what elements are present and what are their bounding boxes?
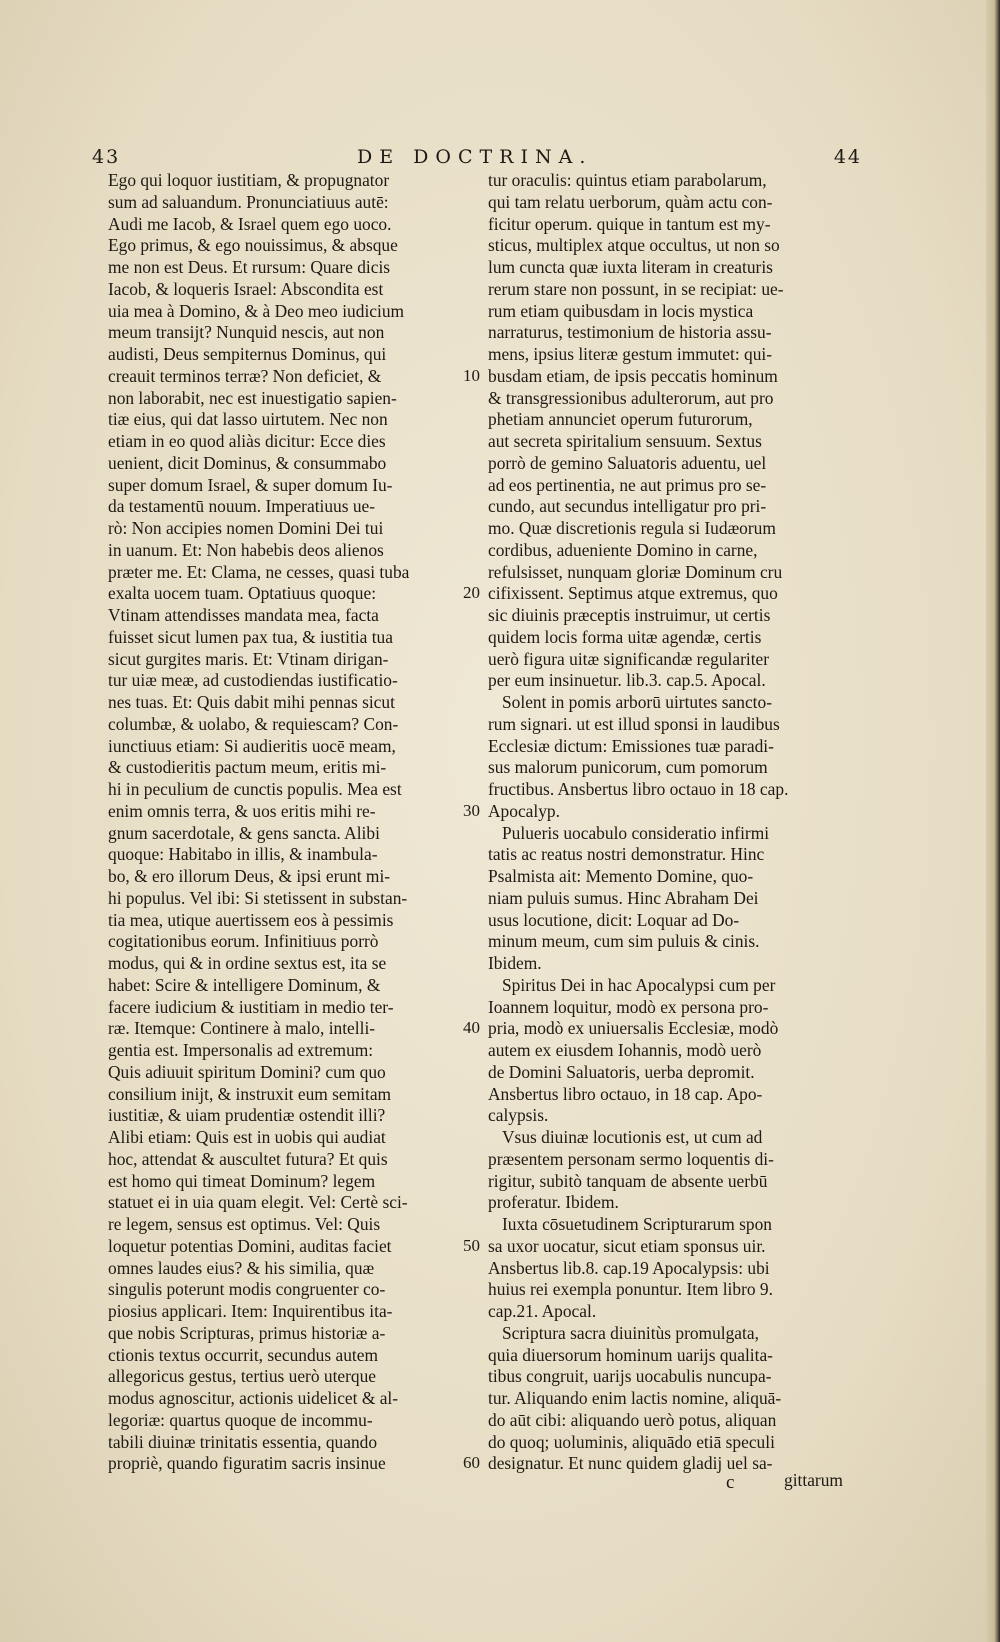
text-line: ctionis textus occurrit, secundus autem [108, 1344, 378, 1365]
text-line: non laborabit, nec est inuestigatio sapien- [108, 387, 397, 408]
text-line: calypsis. [488, 1105, 549, 1126]
text-line: meum transijt? Nunquid nescis, aut non [108, 322, 385, 343]
page-binding-edge [986, 0, 1000, 1642]
text-line: minum meum, cum sim puluis & cinis. [488, 931, 760, 952]
text-line: & custodieritis pactum meum, eritis mi- [108, 757, 387, 778]
text-line: est homo qui timeat Dominum? legem [108, 1170, 376, 1191]
text-line: mens, ipsius literæ gestum immutet: qui- [488, 344, 773, 364]
text-line: Ecclesiæ dictum: Emissiones tuæ paradi- [488, 735, 774, 756]
text-line: iunctiuus etiam: Si audieritis uocē meam, [108, 735, 396, 756]
text-line: refulsisset, nunquam gloriæ Dominum cru [488, 561, 783, 582]
text-line: sicut gurgites maris. Et: Vtinam dirigan- [108, 648, 389, 669]
text-line: aut secreta spiritalium sensuum. Sextus [488, 431, 762, 451]
right-text-column [488, 170, 860, 1475]
text-line: designatur. Et nunc quidem gladij uel sa- [488, 1453, 773, 1474]
text-line: Psalmista ait: Memento Domine, quo- [488, 866, 754, 886]
text-line: rum etiam quibusdam in locis mystica [488, 300, 754, 321]
text-line: uenient, dicit Dominus, & consummabo [108, 452, 387, 473]
text-line: da testamentū nouum. Imperatiuus ue- [108, 496, 376, 517]
text-line: phetiam annunciet operum futurorum, [488, 409, 753, 430]
left-text-column [108, 170, 460, 1475]
text-line: audisti, Deus sempiternus Dominus, qui [108, 344, 387, 364]
text-line: facere iudicium & iustitiam in medio ter- [108, 996, 394, 1017]
text-line: Quis adiuuit spiritum Domini? cum quo [108, 1061, 386, 1082]
text-line: rigitur, subitò tanquam de absente uerbū [488, 1170, 768, 1191]
text-line: piosius applicari. Item: Inquirentibus ita- [108, 1301, 393, 1321]
text-line: enim omnis terra, & uos eritis mihi re- [108, 800, 376, 821]
text-line: narraturus, testimonium de historia assu- [488, 322, 772, 343]
text-line: iustitiæ, & uiam prudentiæ ostendit illi? [108, 1105, 386, 1126]
running-header [92, 146, 862, 172]
text-line: nes tuas. Et: Quis dabit mihi pennas sicut [108, 692, 395, 712]
text-line: Ego qui loquor iustitiam, & propugnator [108, 170, 390, 190]
text-line: gnum sacerdotale, & gens sancta. Alibi [108, 822, 380, 843]
text-line: pria, modò ex uniuersalis Ecclesiæ, modò [488, 1018, 779, 1039]
line-number: 30 [463, 800, 480, 820]
text-line: etiam in eo quod aliàs dicitur: Ecce dies [108, 431, 386, 451]
text-line: modus, qui & in ordine sextus est, ita se [108, 953, 387, 973]
text-line: Audi me Iacob, & Israel quem ego uoco. [108, 213, 392, 234]
text-line: lum cuncta quæ iuxta literam in creaturis [488, 257, 773, 277]
line-number: 10 [463, 365, 480, 385]
text-line: consilium inijt, & instruxit eum semitam [108, 1083, 392, 1104]
page-number-right: 44 [833, 146, 862, 168]
text-line: modus agnoscitur, actionis uidelicet & al- [108, 1388, 399, 1408]
text-line: qui tam relatu uerborum, quàm actu con- [488, 191, 773, 212]
text-line: cap.21. Apocal. [488, 1301, 597, 1321]
text-line: Ansbertus libro octauo, in 18 cap. Apo- [488, 1083, 763, 1104]
text-line: cundo, aut secundus intelligatur pro pri- [488, 496, 767, 517]
text-line: cogitationibus eorum. Infinitiuus porrò [108, 931, 379, 952]
text-line: quoque: Habitabo in illis, & inambula- [108, 844, 378, 865]
text-line: de Domini Saluatoris, uerba depromit. [488, 1061, 755, 1082]
text-line: re legem, sensus est optimus. Vel: Quis [108, 1214, 381, 1234]
text-line: ræ. Itemque: Continere à malo, intelli- [108, 1018, 376, 1039]
text-line: que nobis Scripturas, primus historiæ a- [108, 1322, 386, 1343]
text-line: columbæ, & uolabo, & requiescam? Con- [108, 713, 399, 734]
text-line: Scriptura sacra diuinitùs promulgata, [502, 1322, 759, 1343]
text-line: ficitur operum. quique in tantum est my- [488, 213, 771, 234]
text-line: creauit terminos terræ? Non deficiet, & [108, 365, 382, 386]
text-line: præsentem personam sermo loquentis di- [488, 1148, 774, 1169]
text-line: Vtinam attendisses mandata mea, facta [108, 605, 379, 625]
text-line: loquetur potentias Domini, auditas faciet [108, 1235, 392, 1256]
text-line: Alibi etiam: Quis est in uobis qui audiat [108, 1127, 386, 1147]
text-line: hi in peculium de cunctis populis. Mea est [108, 779, 402, 799]
text-line: proferatur. Ibidem. [488, 1192, 619, 1213]
signature-mark: c [726, 1472, 735, 1493]
text-line: uerò figura uitæ significandæ regulariter [488, 648, 770, 669]
text-line: tabili diuinæ trinitatis essentia, quando [108, 1431, 378, 1452]
text-line: Solent in pomis arborū uirtutes sancto- [502, 692, 772, 712]
text-line: ad eos pertinentia, ne aut primus pro se- [488, 474, 767, 495]
text-line: hoc, attendat & auscultet futura? Et quis [108, 1148, 388, 1169]
text-line: rum signari. ut est illud sponsi in laudibus [488, 713, 780, 734]
text-line: sa uxor uocatur, sicut etiam sponsus uir. [488, 1235, 766, 1256]
text-line: Pulueris uocabulo consideratio infirmi [502, 822, 770, 843]
text-line: Iuxta cōsuetudinem Scripturarum spon [502, 1214, 772, 1234]
text-line: Apocalyp. [488, 800, 560, 821]
text-line: præter me. Et: Clama, ne cesses, quasi tuba [108, 561, 410, 582]
page-number-left: 43 [92, 146, 121, 168]
text-line: tur oraculis: quintus etiam parabolarum, [488, 170, 767, 190]
text-line: gentia est. Impersonalis ad extremum: [108, 1040, 374, 1060]
text-line: per eum insinuetur. lib.3. cap.5. Apocal. [488, 670, 766, 691]
text-line: hi populus. Vel ibi: Si stetissent in substan- [108, 887, 408, 908]
text-line: sum ad saluandum. Pronunciatiuus autē: [108, 191, 389, 212]
text-line: do aūt cibi: aliquando uerò potus, aliquan [488, 1409, 777, 1430]
text-line: busdam etiam, de ipsis peccatis hominum [488, 365, 778, 386]
text-line: sus malorum punicorum, cum pomorum [488, 757, 768, 778]
text-line: tia mea, utique auertissem eos à pessimis [108, 909, 394, 930]
line-number: 50 [463, 1235, 480, 1255]
text-line: uia mea à Domino, & à Deo meo iudicium [108, 300, 405, 321]
text-line: Iacob, & loqueris Israel: Abscondita est [108, 278, 384, 299]
text-line: mo. Quæ discretionis regula si Iudæorum [488, 518, 776, 538]
text-line: tur. Aliquando enim lactis nomine, aliquā- [488, 1388, 782, 1408]
text-line: Ansbertus lib.8. cap.19 Apocalypsis: ubi [488, 1257, 770, 1278]
text-line: fuisset sicut lumen pax tua, & iustitia tua [108, 626, 393, 647]
text-line: statuet ei in uia quam elegit. Vel: Certè sci- [108, 1192, 408, 1213]
text-line: legoriæ: quartus quoque de incommu- [108, 1409, 373, 1430]
line-number: 40 [463, 1018, 480, 1038]
text-line: sic diuinis præceptis instruimur, ut certis [488, 605, 771, 625]
text-line: huius rei exempla ponuntur. Item libro 9. [488, 1279, 773, 1300]
text-line: singulis poterunt modis congruenter co- [108, 1279, 386, 1300]
text-line: usus locutione, dicit: Loquar ad Do- [488, 909, 740, 930]
text-line: do quoq; uoluminis, aliquādo etiā speculi [488, 1431, 775, 1452]
text-line: in uanum. Et: Non habebis deos alienos [108, 539, 384, 560]
text-line: me non est Deus. Et rursum: Quare dicis [108, 257, 391, 277]
text-line: Ibidem. [488, 953, 542, 973]
text-line: rò: Non accipies nomen Domini Dei tui [108, 518, 384, 538]
text-line: sticus, multiplex atque occultus, ut non so [488, 235, 780, 256]
catchword: gittarum [784, 1470, 843, 1490]
text-line: tur uiæ meæ, ad custodiendas iustificatio- [108, 670, 398, 691]
text-line: porrò de gemino Saluatoris aduentu, uel [488, 452, 767, 473]
text-line: propriè, quando figuratim sacris insinue [108, 1453, 386, 1474]
running-title: DE DOCTRINA. [357, 146, 593, 168]
text-line: allegoricus gestus, tertius uerò uterque [108, 1366, 377, 1387]
text-line: bo, & ero illorum Deus, & ipsi erunt mi- [108, 866, 391, 886]
text-line: niam puluis sumus. Hinc Abraham Dei [488, 887, 759, 908]
text-line: tibus congruit, uarijs uocabulis nuncupa- [488, 1366, 772, 1387]
text-line: exalta uocem tuam. Optatiuus quoque: [108, 583, 377, 604]
text-line: omnes laudes eius? & his similia, quæ [108, 1257, 375, 1278]
text-line: cifixissent. Septimus atque extremus, quo [488, 583, 778, 604]
text-line: quidem locis forma uitæ agendæ, certis [488, 626, 762, 647]
text-line: tiæ eius, qui dat lasso uirtutem. Nec non [108, 409, 388, 430]
text-line: habet: Scire & intelligere Dominum, & [108, 974, 381, 995]
text-line: fructibus. Ansbertus libro octauo in 18 cap. [488, 779, 789, 799]
text-line: cordibus, adueniente Domino in carne, [488, 539, 758, 560]
text-line: super domum Israel, & super domum Iu- [108, 474, 393, 495]
text-line: Ego primus, & ego nouissimus, & absque [108, 235, 398, 256]
text-line: Ioannem loquitur, modò ex persona pro- [488, 996, 769, 1017]
text-line: rerum stare non possunt, in se recipiat: ue- [488, 278, 784, 299]
text-line: quia diuersorum hominum uarijs qualita- [488, 1344, 773, 1365]
line-number: 60 [463, 1453, 480, 1473]
text-line: & transgressionibus adulterorum, aut pro [488, 387, 774, 408]
line-number: 20 [463, 583, 480, 603]
text-line: tatis ac reatus nostri demonstratur. Hinc [488, 844, 765, 865]
text-line: autem ex eiusdem Iohannis, modò uerò [488, 1040, 762, 1060]
text-line: Vsus diuinæ locutionis est, ut cum ad [502, 1127, 763, 1147]
text-line: Spiritus Dei in hac Apocalypsi cum per [502, 974, 776, 995]
